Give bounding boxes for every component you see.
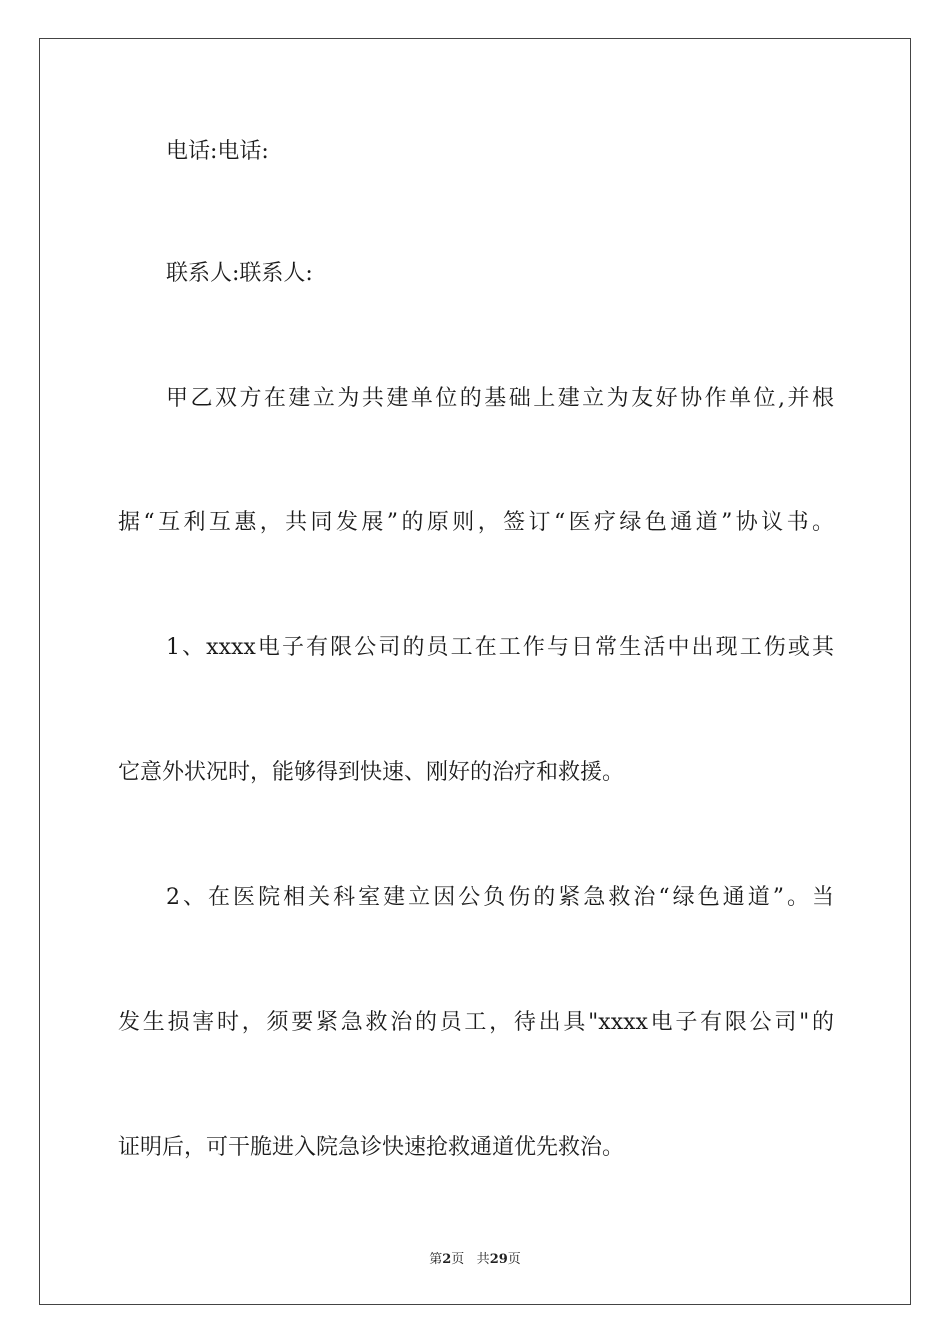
- page-border: [39, 38, 911, 1305]
- contact-line: 联系人:联系人:: [166, 261, 313, 286]
- phone-line: 电话:电话:: [166, 139, 269, 164]
- paragraph-intro-line-2: 据“互利互惠，共同发展”的原则，签订“医疗绿色通道”协议书。: [118, 510, 834, 535]
- page-footer: [0, 1248, 950, 1267]
- clause-1-line-2: 它意外状况时，能够得到快速、刚好的治疗和救援。: [118, 760, 625, 785]
- clause-1-line-1: 1、xxxx电子有限公司的员工在工作与日常生活中出现工伤或其: [166, 635, 834, 660]
- page-number: 2: [442, 1252, 452, 1267]
- paragraph-intro-line-1: 甲乙双方在建立为共建单位的基础上建立为友好协作单位,并根: [166, 386, 834, 411]
- clause-2-line-2: 发生损害时，须要紧急救治的员工，待出具"xxxx电子有限公司"的: [118, 1010, 834, 1035]
- clause-2-line-3: 证明后，可干脆进入院急诊快速抢救通道优先救治。: [118, 1135, 625, 1160]
- page-prefix: 第: [429, 1252, 443, 1267]
- total-prefix: 共: [476, 1252, 490, 1267]
- page-suffix: 页: [451, 1252, 465, 1267]
- clause-2-line-1: 2、在医院相关科室建立因公负伤的紧急救治“绿色通道”。当: [166, 885, 834, 910]
- total-suffix: 页: [507, 1252, 521, 1267]
- total-pages: 29: [489, 1252, 508, 1267]
